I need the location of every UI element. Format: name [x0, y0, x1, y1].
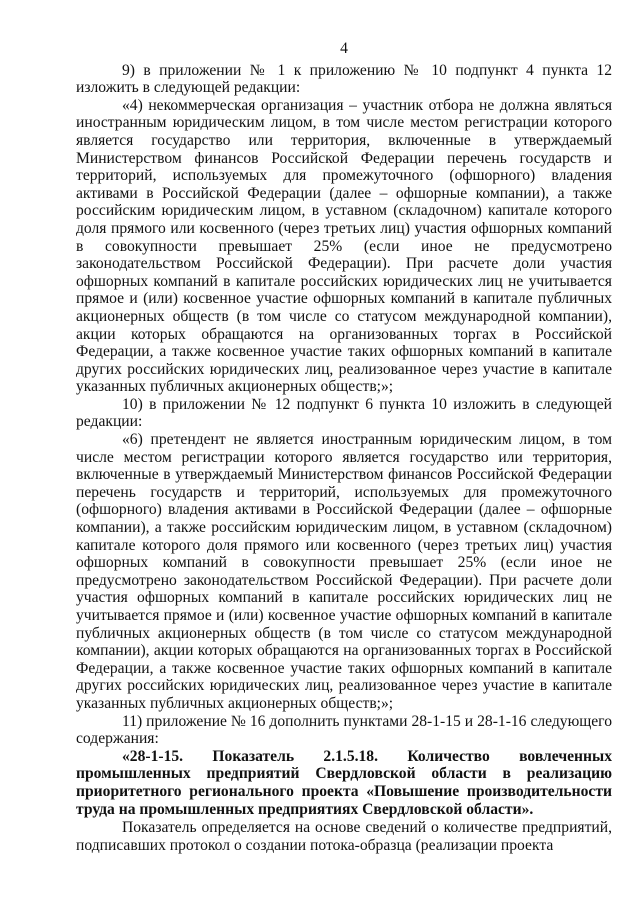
paragraph-item-9-quote: «4) некоммерческая организация – участник отбора не должна являться иностранным юридическим лицом, в том числе местом регистрации которого является государство или территория, включенные в утверждаемый Министерством финансов Российской Федерации перечень государств и территорий, используемых для промежуточного (офшорного) владения активами в Российской Федерации (далее – офшорные компании), а также российским юридическим лицом, в уставном (складочном) капитале которого доля прямого или косвенного (через третьих лиц) участия офшорных компаний в совокупности превышает 25% (если иное не предусмотрено законодательством Российской Федерации). При расчете доли участия офшорных компаний в капитале российских юридических лиц не учитывается прямое и (или) косвенное участие офшорных компаний в капитале публичных акционерных обществ (в том числе со статусом международной компании), акции которых обращаются на организованных торгах в Российской Федерации, а также косвенное участие таких офшорных компаний в капитале других российских юридических лиц, реализованное через участие в капитале указанных публичных акционерных обществ;»; [76, 96, 612, 396]
paragraph-indicator-definition: Показатель определяется на основе сведений о количестве предприятий, подписавших протокол о создании потока-образца (реализации проекта [76, 819, 612, 854]
paragraph-item-10-quote: «6) претендент не является иностранным юридическим лицом, в том числе местом регистрации которого является государство или территория, включенные в утверждаемый Министерством финансов Российской Федерации перечень государств и территорий, используемых для промежуточного (офшорного) владения активами в Российской Федерации (далее – офшорные компании), а также российским юридическим лицом, в уставном (складочном) капитале которого доля прямого или косвенного (через третьих лиц) участия офшорных компаний в совокупности превышает 25% (если иное не предусмотрено законодательством Российской Федерации). При расчете доли участия офшорных компаний в капитале российских юридических лиц не учитывается прямое и (или) косвенное участие офшорных компаний в капитале публичных акционерных обществ (в том числе со статусом международной компании), акции которых обращаются на организованных торгах в Российской Федерации, а также косвенное участие таких офшорных компаний в капитале других российских юридических лиц, реализованное через участие в капитале указанных публичных акционерных обществ;»; [76, 431, 612, 712]
document-page [76, 40, 612, 854]
paragraph-item-11: 11) приложение № 16 дополнить пунктами 28-1-15 и 28-1-16 следующего содержания: [76, 712, 612, 748]
indicator-heading: «28-1-15. Показатель 2.1.5.18. Количество вовлеченных промышленных предприятий Свердловской области в реализацию приоритетного регионального проекта «Повышение производительности труда на промышленных предприятиях Свердловской области». [76, 747, 612, 818]
paragraph-item-9: 9) в приложении № 1 к приложению № 10 подпункт 4 пункта 12 изложить в следующей редакции: [76, 61, 612, 97]
paragraph-item-10: 10) в приложении № 12 подпункт 6 пункта 10 изложить в следующей редакции: [76, 395, 612, 431]
page-number: 4 [340, 40, 348, 57]
